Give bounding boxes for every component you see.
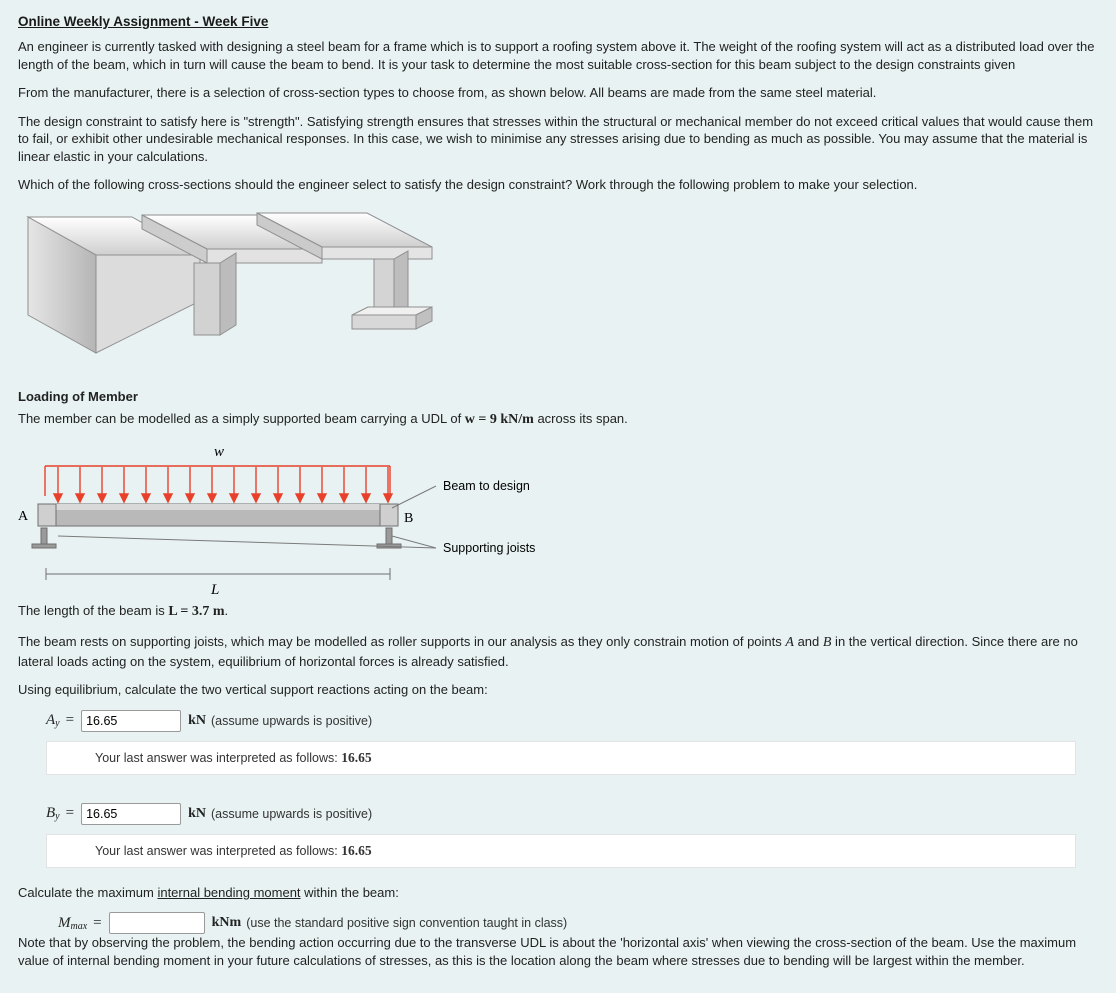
mmax-hint: (use the standard positive sign convention taught in class) — [246, 916, 568, 931]
label-point-a: A — [18, 508, 29, 524]
cross-section-svg — [22, 205, 442, 365]
beam-length-before: The length of the beam is — [18, 602, 169, 618]
answer-row-by — [46, 803, 1098, 825]
by-unit: kN — [188, 805, 206, 821]
intro-paragraph-3: The design constraint to satisfy here is "strength". Satisfying strength ensures that stresses within the structural or mechanical member do not exceed critical values that would cause them to fail, or exhibit other undesirable mechanical responses. In this case, we wish to minimise any stresses arising due to bending as much as possible. You may assume that the material is linear elastic in your calculations. — [18, 113, 1094, 164]
by-interp-value: 16.65 — [341, 842, 372, 858]
udl-arrows — [54, 467, 392, 502]
support-a — [32, 528, 56, 548]
ay-interp-prefix: Your last answer was interpreted as follows: — [95, 750, 338, 765]
supports-point-a: A — [785, 634, 794, 650]
beam-loading-diagram — [18, 436, 1098, 596]
equilibrium-prompt: Using equilibrium, calculate the two vertical support reactions acting on the beam: — [18, 682, 488, 698]
ay-hint: (assume upwards is positive) — [211, 713, 373, 728]
beam-diagram-svg — [18, 436, 578, 596]
supports-paragraph — [18, 633, 1098, 670]
by-input[interactable] — [81, 803, 181, 825]
by-equals: = — [65, 805, 75, 822]
ay-label: $A_y$ — [46, 712, 60, 730]
mmax-equals: = — [93, 914, 102, 931]
callout-beam-to-design: Beam to design — [443, 478, 530, 493]
supports-text-1: The beam rests on supporting joists, which may be modelled as roller supports in our analysis as they only constrain motion of points — [18, 633, 786, 649]
span-label: L — [211, 581, 220, 596]
loading-intro — [18, 410, 1098, 430]
supports-text-2: and — [793, 633, 823, 649]
callout-supporting-joists: Supporting joists — [443, 540, 536, 555]
mmax-input[interactable] — [109, 912, 205, 934]
loading-heading: Loading of Member — [18, 388, 138, 404]
intro-paragraph-4: Which of the following cross-sections should the engineer select to satisfy the design constraint? Work through the following problem to make your selection. — [18, 177, 918, 193]
udl-expression: w = 9 kN/m — [464, 411, 534, 427]
beam-length-after: . — [224, 602, 229, 618]
supports-point-b: B — [822, 634, 832, 650]
by-label: $B_y$ — [46, 805, 60, 823]
cross-section-illustration — [22, 205, 1098, 365]
beam-length-text — [18, 602, 1098, 622]
mmax-prompt-link[interactable]: internal bending moment — [157, 884, 301, 900]
by-interpretation — [46, 834, 1076, 868]
mmax-prompt — [18, 884, 1098, 902]
answer-row-mmax — [58, 912, 1098, 934]
beam-length-value: L = 3.7 m — [168, 603, 225, 619]
loading-intro-before: The member can be modelled as a simply supported beam carrying a UDL of — [18, 410, 465, 426]
by-interp-prefix: Your last answer was interpreted as follows: — [95, 843, 338, 858]
page-title: Online Weekly Assignment - Week Five — [18, 14, 269, 29]
mmax-label: $M_{max}$ — [58, 914, 88, 932]
udl-symbol-label: w — [214, 443, 225, 460]
ay-equals: = — [65, 712, 75, 729]
ay-input[interactable] — [81, 710, 181, 732]
intro-paragraph-1: An engineer is currently tasked with designing a steel beam for a frame which is to support a roofing system above it. The weight of the roofing system will act as a distributed load over the length of the beam, which in turn will cause the beam to bend. It is your task to determine the most suitable cross-section for this beam subject to the design constraints given — [18, 39, 1095, 72]
mmax-unit: kNm — [211, 915, 242, 931]
i-section — [257, 213, 432, 329]
by-hint: (assume upwards is positive) — [211, 806, 373, 821]
mmax-prompt-after: within the beam: — [300, 884, 399, 900]
answer-row-ay — [46, 710, 1098, 732]
ay-interpretation — [46, 741, 1076, 775]
ay-interp-value: 16.65 — [341, 749, 372, 765]
closing-note: Note that by observing the problem, the bending action occurring due to the transverse UDL is about the 'horizontal axis' when viewing the cross-section of the beam. Use the maximum value of internal bending moment in your future calculations of stresses, as this is the location along the beam where stresses due to bending will be largest within the member. — [18, 935, 1077, 968]
support-b — [377, 528, 401, 548]
label-point-b: B — [404, 510, 414, 526]
mmax-prompt-before: Calculate the maximum — [18, 884, 158, 900]
ay-unit: kN — [188, 712, 206, 728]
intro-paragraph-2: From the manufacturer, there is a selection of cross-section types to choose from, as shown below. All beams are made from the same steel material. — [18, 85, 877, 101]
loading-intro-after: across its span. — [533, 410, 628, 426]
supports-text-3: in the vertical direction. Since there are no lateral loads acting on the system, equilibrium of horizontal forces is already satisfied. — [18, 633, 1078, 669]
